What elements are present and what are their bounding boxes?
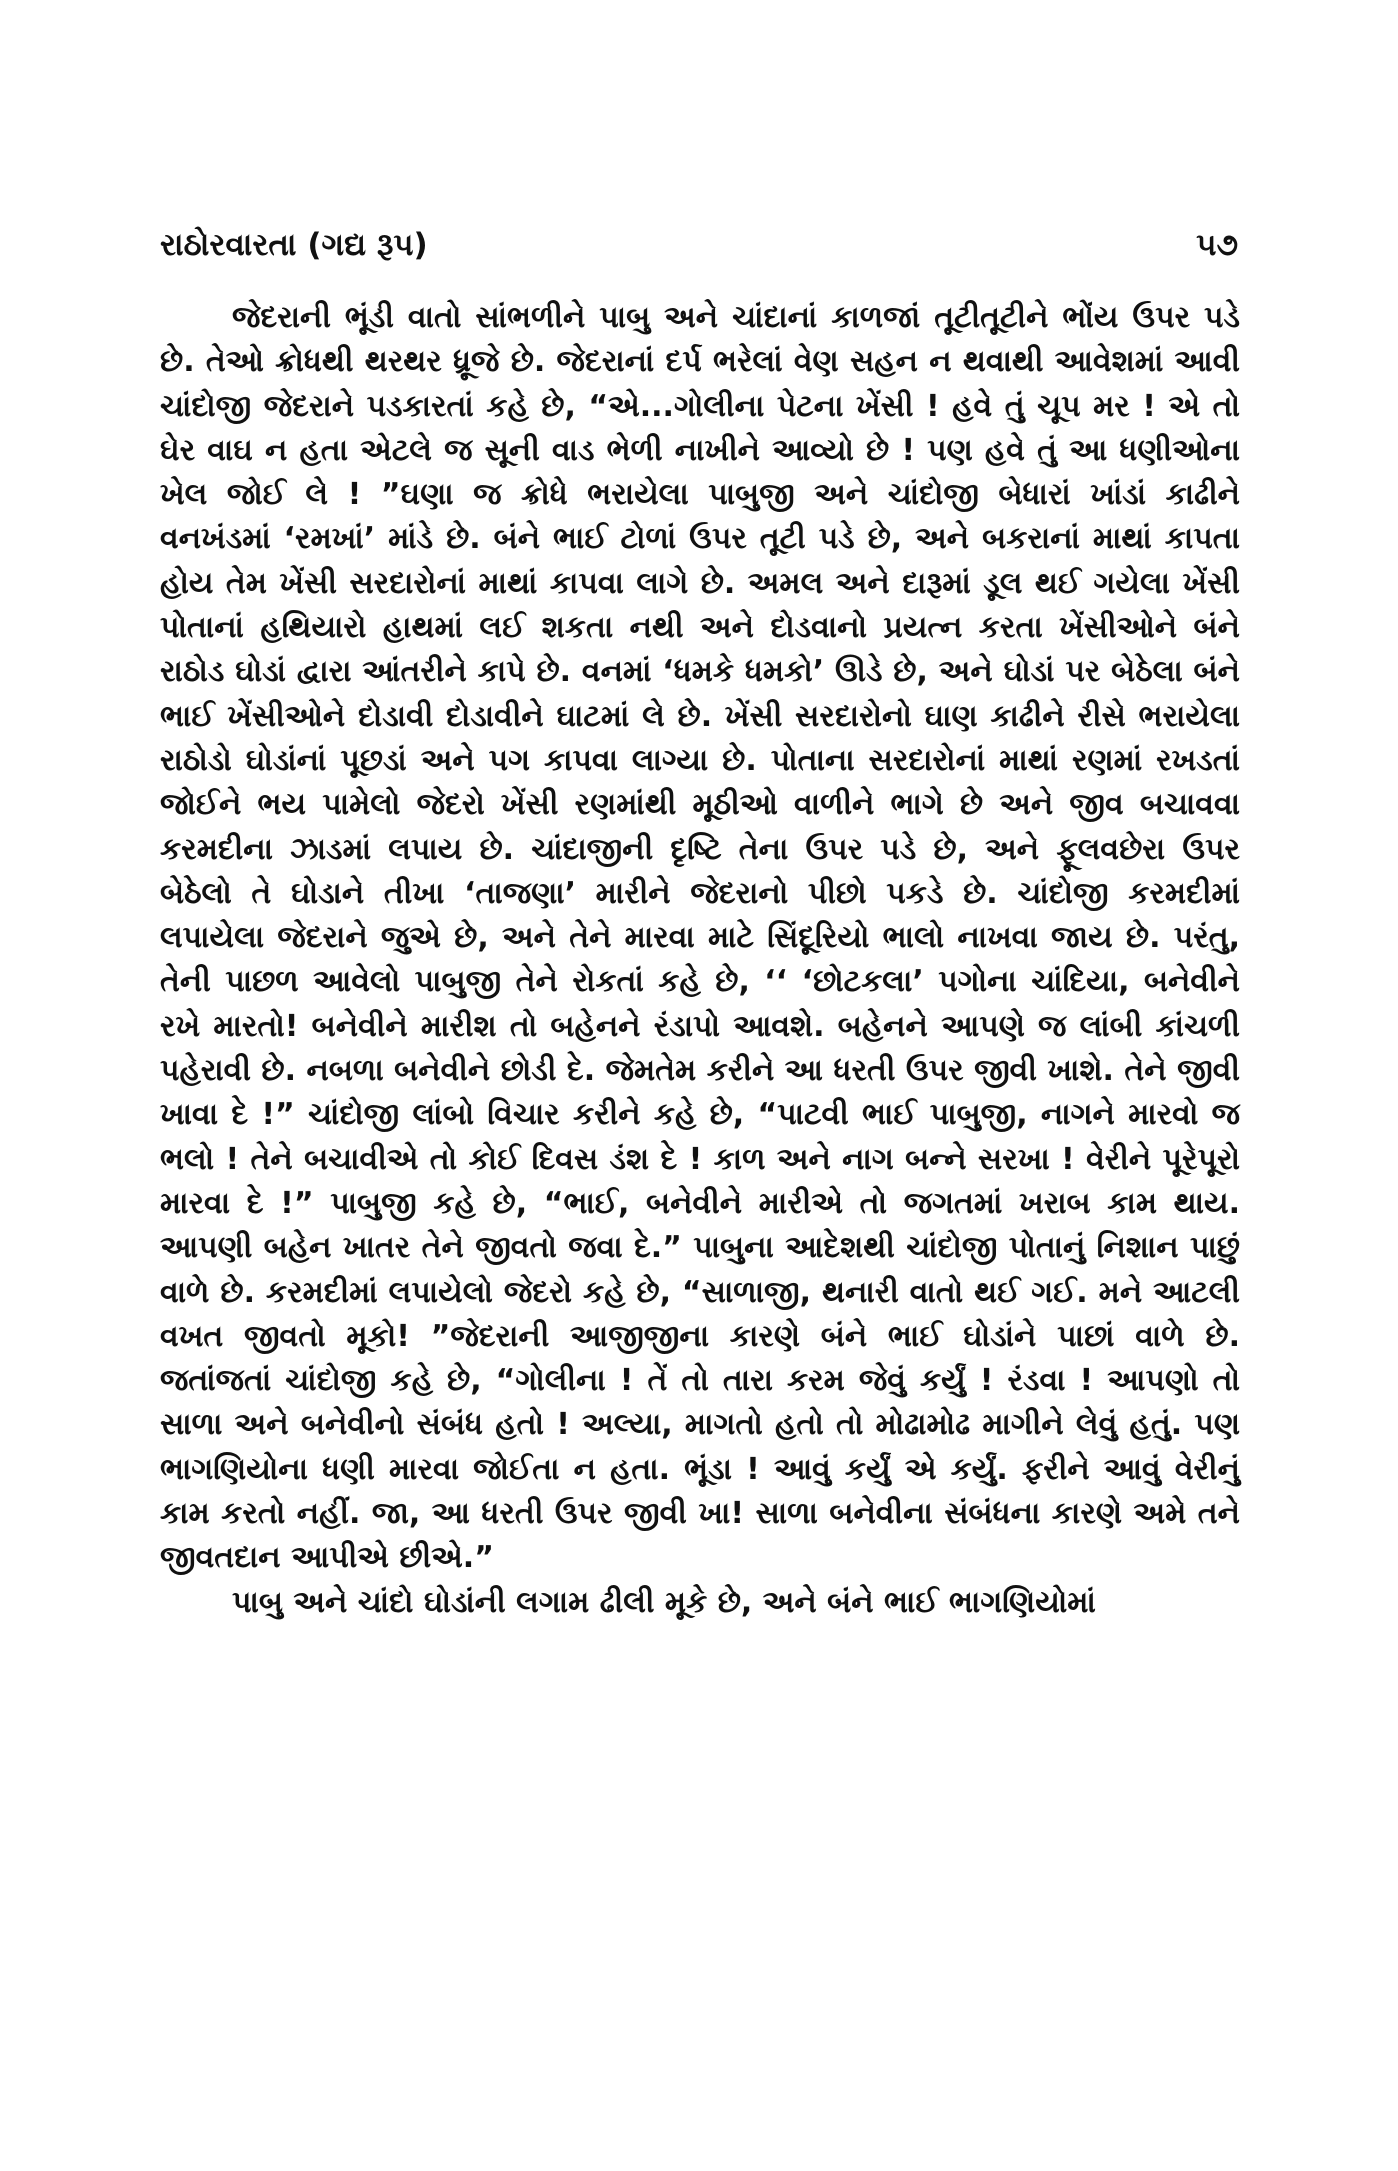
chapter-title: રાઠોરવારતા (ગદ્ય રૂપ) (160, 226, 428, 263)
paragraph: જેદરાની ભૂંડી વાતો સાંભળીને પાબુ અને ચાંદાનાં કાળજાં તૂટીતૂટીને ભોંય ઉપર પડે છે. તેઓ ક્રોધથી થરથર ધ્રૂજે છે. જેદરાનાં દર્પ ભરેલાં વેણ સહન ન થવાથી આવેશમાં આવી ચાંદોજી જેદરાને પડકારતાં કહે છે, “એ...ગોલીના પેટના ખેંસી ! હવે તું ચૂપ મર ! એ તો ઘેર વાઘ ન હતા એટલે જ સૂની વાડ ભેળી નાખીને આવ્યો છે ! પણ હવે તું આ ધણીઓના ખેલ જોઈ લે ! ”ઘણા જ ક્રોધે ભરાયેલા પાબુજી અને ચાંદોજી બેધારાં ખાંડાં કાઢીને વનખંડમાં ‘રમખાં’ માંડે છે. બંને ભાઈ ટોળાં ઉપર તૂટી પડે છે, અને બકરાનાં માથાં કાપતા હોય તેમ ખેંસી સરદારોનાં માથાં કાપવા લાગે છે. અમલ અને દારૂમાં ડૂલ થઈ ગયેલા ખેંસી પોતાનાં હથિયારો હાથમાં લઈ શકતા નથી અને દોડવાનો પ્રયત્ન કરતા ખેંસીઓને બંને રાઠોડ ઘોડાં દ્વારા આંતરીને કાપે છે. વનમાં ‘ધમકે ધમકો’ ઊડે છે, અને ઘોડાં પર બેઠેલા બંને ભાઈ ખેંસીઓને દોડાવી દોડાવીને ઘાટમાં લે છે. ખેંસી સરદારોનો ઘાણ કાઢીને રીસે ભરાયેલા રાઠોડો ઘોડાંનાં પૂછડાં અને પગ કાપવા લાગ્યા છે. પોતાના સરદારોનાં માથાં રણમાં રખડતાં જોઈને ભય પામેલો જેદરો ખેંસી રણમાંથી મૂઠીઓ વાળીને ભાગે છે અને જીવ બચાવવા કરમદીના ઝાડમાં લપાય છે. ચાંદાજીની દૃષ્ટિ તેના ઉપર પડે છે, અને ફૂલવછેરા ઉપર બેઠેલો તે ઘોડાને તીખા ‘તાજણા’ મારીને જેદરાનો પીછો પકડે છે. ચાંદોજી કરમદીમાં લપાયેલા જેદરાને જુએ છે, અને તેને મારવા માટે સિંદૂરિયો ભાલો નાખવા જાય છે. પરંતુ, તેની પાછળ આવેલો પાબુજી તેને રોકતાં કહે છે, ‘‘ ‘છોટકલા’ પગોના ચાંદિયા, બનેવીને રખે મારતો! બનેવીને મારીશ તો બહેનને રંડાપો આવશે. બહેનને આપણે જ લાંબી કાંચળી પહેરાવી છે. નબળા બનેવીને છોડી દે. જેમતેમ કરીને આ ધરતી ઉપર જીવી ખાશે. તેને જીવી ખાવા દે !” ચાંદોજી લાંબો વિચાર કરીને કહે છે, “પાટવી ભાઈ પાબુજી, નાગને મારવો જ ભલો ! તેને બચાવીએ તો કોઈ દિવસ ડંશ દે ! કાળ અને નાગ બન્ને સરખા ! વેરીને પૂરેપૂરો મારવા દે !” પાબુજી કહે છે, “ભાઈ, બનેવીને મારીએ તો જગતમાં ખરાબ કામ થાય. આપણી બહેન ખાતર તેને જીવતો જવા દે.” પાબુના આદેશથી ચાંદોજી પોતાનું નિશાન પાછું વાળે છે. કરમદીમાં લપાયેલો જેદરો કહે છે, “સાળાજી, થનારી વાતો થઈ ગઈ. મને આટલી વખત જીવતો મૂકો! ”જેદરાની આજીજીના કારણે બંને ભાઈ ઘોડાંને પાછાં વાળે છે. જતાંજતાં ચાંદોજી કહે છે, “ગોલીના ! તેં તો તારા કરમ જેવું કર્યું ! રંડવા ! આપણો તો સાળા અને બનેવીનો સંબંધ હતો ! અલ્યા, માગતો હતો તો મોઢામોઢ માગીને લેવું હતું. પણ ભાગણિયોના ધણી મારવા જોઈતા ન હતા. ભૂંડા ! આવું કર્યું એ કર્યું. ફરીને આવું વેરીનું કામ કરતો નહીં. જા, આ ધરતી ઉપર જીવી ખા! સાળા બનેવીના સંબંધના કારણે અમે તને જીવતદાન આપીએ છીએ.” (160, 300, 1240, 1576)
body-text (160, 296, 1240, 1625)
paragraph: પાબુ અને ચાંદો ઘોડાંની લગામ ઢીલી મૂકે છે, અને બંને ભાઈ ભાગણિયોમાં (232, 1584, 1096, 1620)
page-number: ૫૭ (1196, 226, 1238, 263)
running-header (160, 220, 1238, 270)
